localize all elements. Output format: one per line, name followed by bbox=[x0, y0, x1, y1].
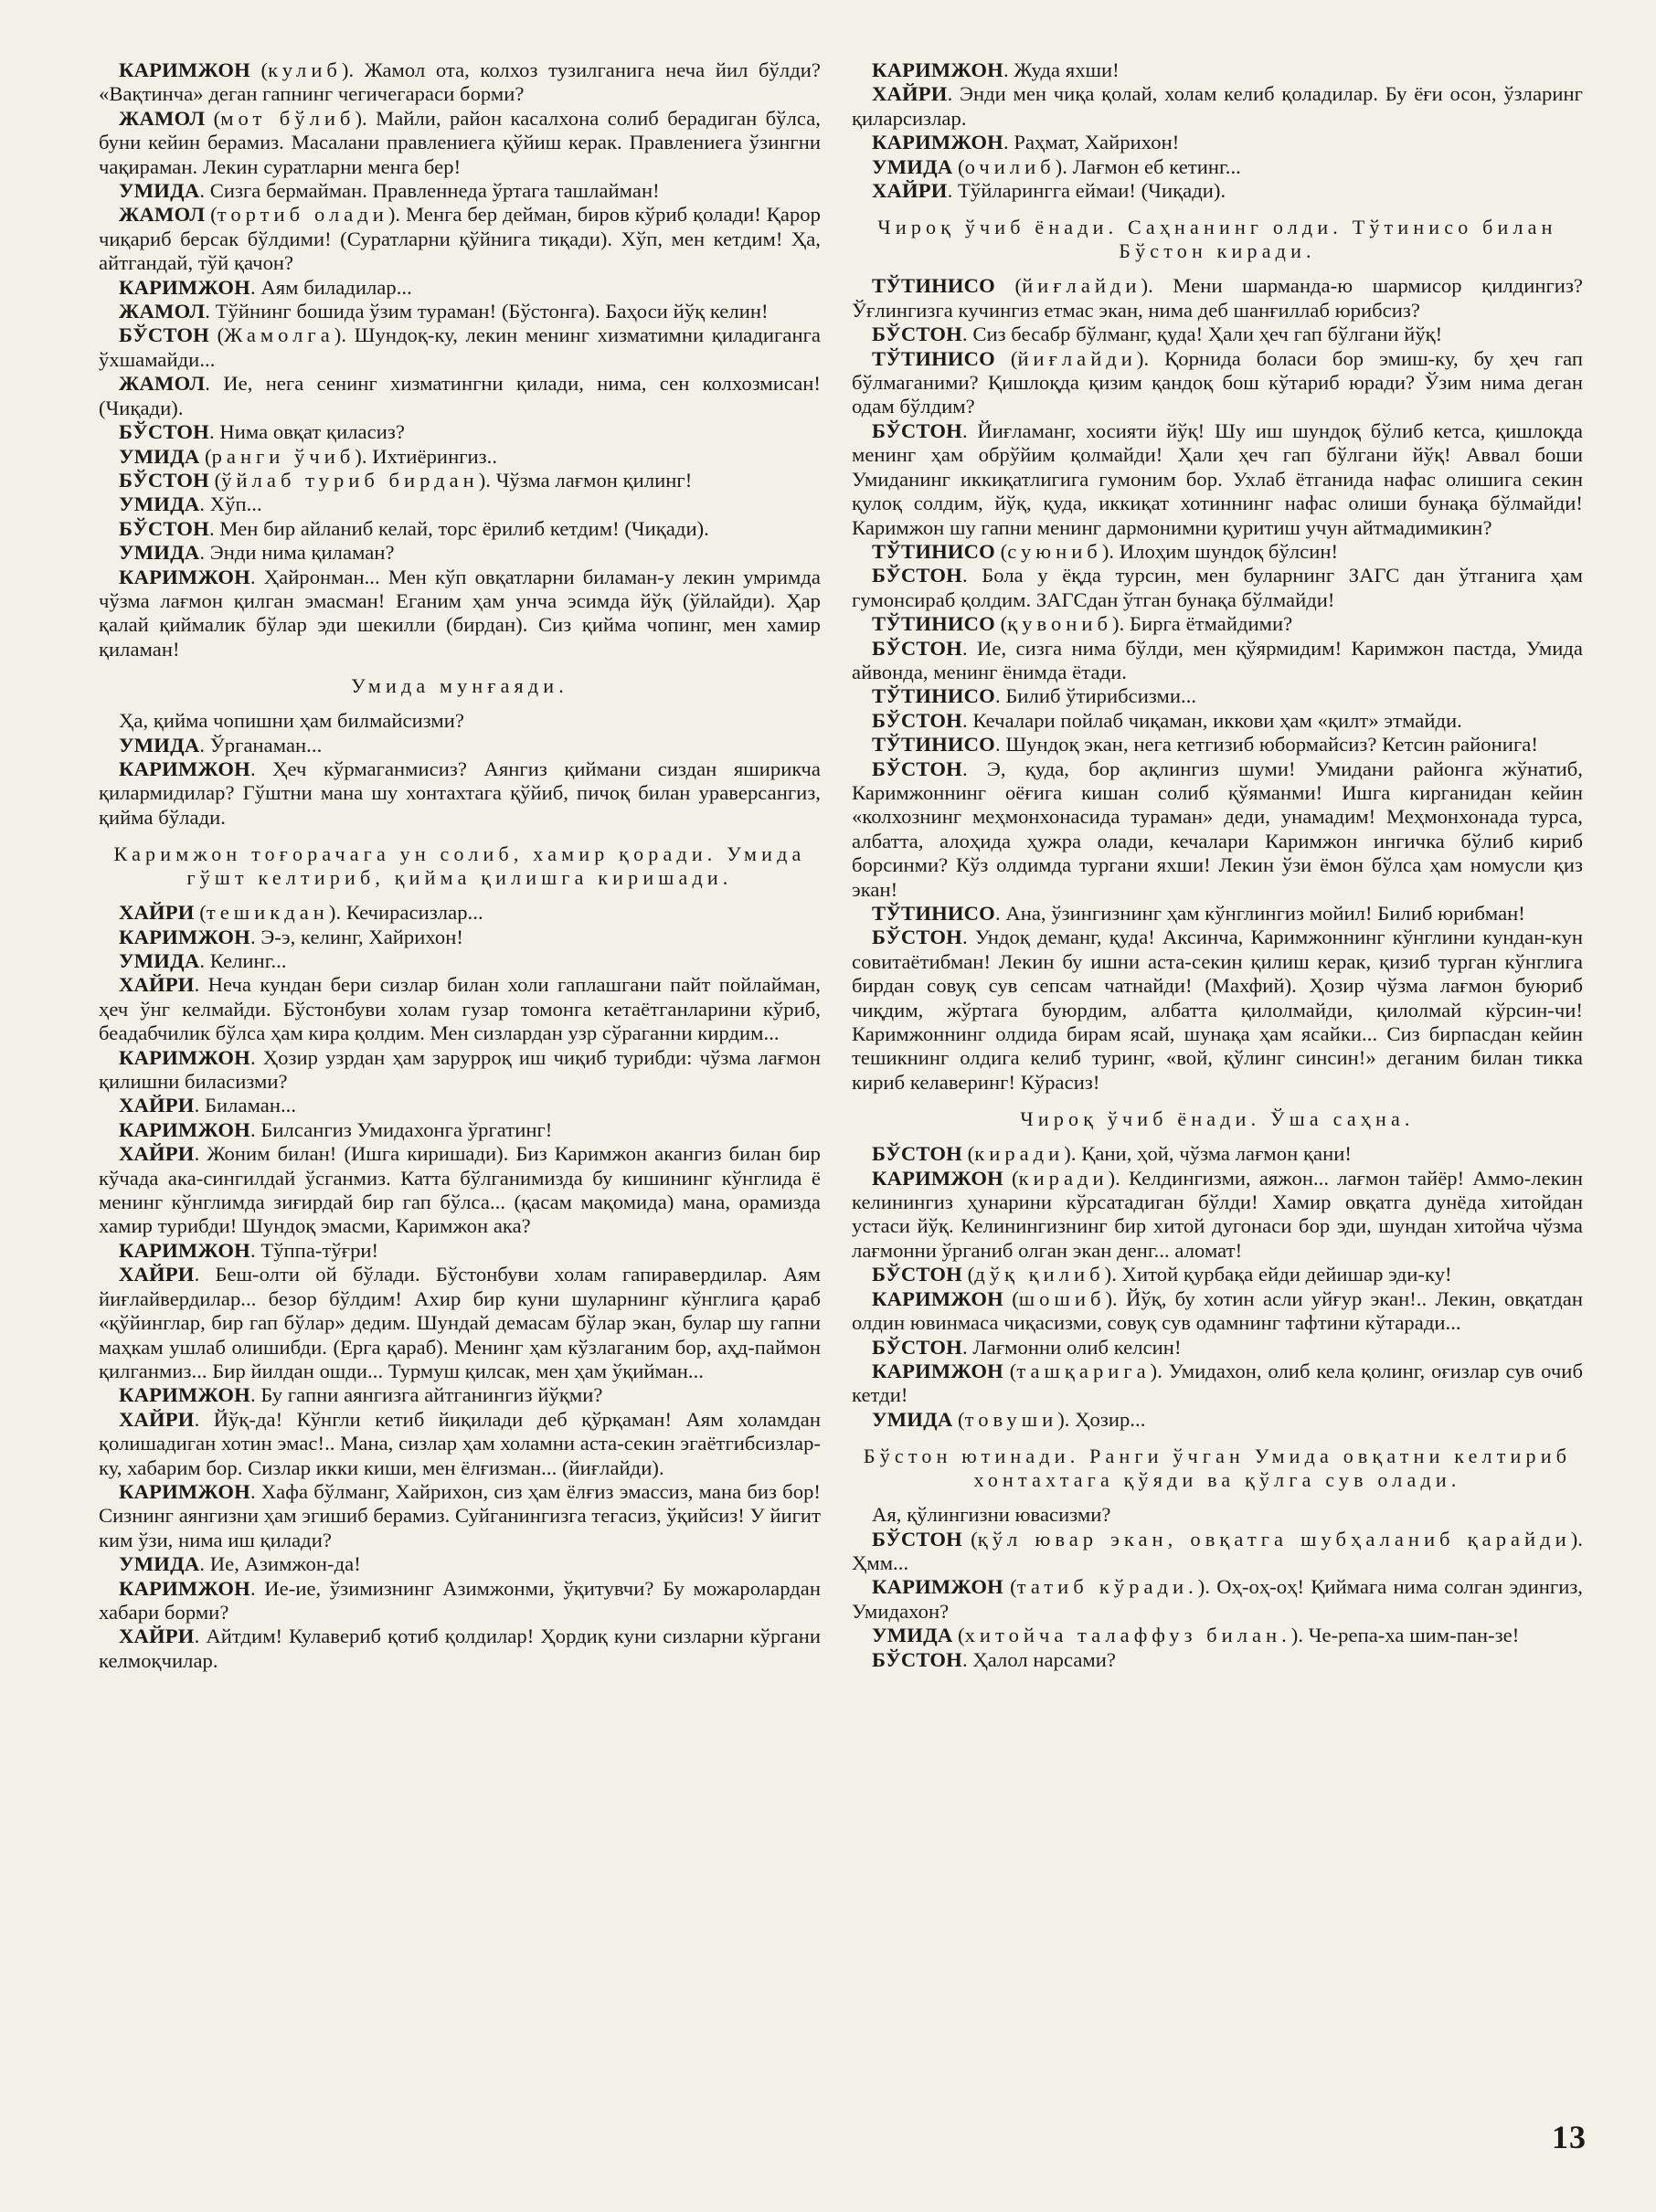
speaker-name: КАРИМЖОН bbox=[119, 1576, 250, 1600]
speaker-name: БЎСТОН bbox=[872, 926, 962, 949]
speaker-name: КАРИМЖОН bbox=[119, 925, 250, 948]
line-text: Лағмонни олиб келсин! bbox=[972, 1335, 1182, 1359]
dialogue-line: БЎСТОН (қўл ювар экан, овқатга шубҳаланиб қарайди). Ҳмм... bbox=[852, 1527, 1583, 1574]
speaker-name: ХАЙРИ bbox=[119, 1625, 195, 1648]
line-text: Энди мен чиқа қолай, холам келиб қоладилар. Бу ёғи осон, ўзларинг қиларсизлар. bbox=[852, 82, 1583, 130]
line-text: Лағмон еб кетинг... bbox=[1072, 154, 1241, 178]
line-text: Шундоқ-ку, лекин менинг хизматимни қиладиганга ўхшамайди... bbox=[99, 323, 821, 371]
speaker-name: БЎСТОН bbox=[872, 1263, 962, 1286]
line-text: Ҳалол нарсами? bbox=[972, 1647, 1116, 1671]
dialogue-line: УМИДА. Сизга бермайман. Правленнеда ўртага ташлайман! bbox=[119, 179, 660, 203]
speaker-name: БЎСТОН bbox=[872, 1142, 962, 1166]
line-text: Жамол ота, колхоз тузилганига неча йил бўлди? «Вақтинча» деган гапнинг чегичегараси борми? bbox=[99, 58, 821, 106]
line-text: Хафа бўлманг, Хайрихон, сиз ҳам ёлғиз эмассиз, мана биз бор! Сизнинг аянгизни ҳам эгишиб берамиз. Суйганингизга тегасиз, ўқийсиз! У йигит ким ўзи, нима иш қилади? bbox=[99, 1479, 821, 1551]
speaker-name: ЖАМОЛ bbox=[119, 106, 206, 130]
line-text: Умидахон, олиб кела қолинг, оғизлар сув очиб кетди! bbox=[852, 1359, 1583, 1407]
speaker-name: УМИДА bbox=[872, 1407, 953, 1431]
stage-note: Жамолга bbox=[224, 323, 334, 347]
line-text: Ие, сизга нима бўлди, мен қўярмидим! Каримжон пастда, Умида айвонда, менинг ёнимда ётади. bbox=[852, 636, 1583, 683]
line-text: Ундоқ деманг, қуда! Аксинча, Каримжоннинг кўнглини кундан-кун совитаётибман! Лекин бу ишни аста-секин қилиш керак, қизиб турган кўнглига бирдан совуқ сув сепсам чатнайди! (Махфий). Ҳозир чўзма лағмон буюриб чиқдим, жўртага буюрдим, албатта қилолмайди, қилолмай кўрсин-чи! Каримжоннинг олдида бирам ясай, шунақа ҳам ясайки... Сиз бирпасдан кейин тешикнинг олдига келиб туринг, «вой, қўлинг синсин!» деганим билан тикка кириб келаверинг! Кўрасиз! bbox=[852, 926, 1583, 1094]
line-text: Беш-олти ой бўлади. Бўстонбуви холам гапиравердилар. Аям йиғлайвердилар... безор бўлдим! Ахир бир куни шуларнинг кўнглига қараб «қўйинглар, бир гап бўлар» дедим. Шундай демасам бўлар экан, булар шу гапни маҳкам ушлаб олишибди. (Ерга қараб). Менинг ҳам кўзлаганим бор, аҳд-паймон қилганмиз... Бир йилдан ошди... Турмуш қилсак, мен ҳам ўқийман... bbox=[99, 1263, 821, 1382]
line-text: Тўйларингга еймаи! (Чиқади). bbox=[958, 179, 1226, 203]
dialogue-line: БЎСТОН. Лағмонни олиб келсин! bbox=[872, 1335, 1182, 1359]
dialogue-line: ХАЙРИ. Беш-олти ой бўлади. Бўстонбуви холам гапиравердилар. Аям йиғлайвердилар... безор бўлдим! Ахир бир куни шуларнинг кўнглига қараб «қўйинглар, бир гап бўлар» дедим. Шундай демасам бўлар экан, булар шу гапни маҳкам ушлаб олишибди. (Ерга қараб). Менинг ҳам кўзлаганим бор, аҳд-паймон қилганмиз... Бир йилдан ошди... Турмуш қилсак, мен ҳам ўқийман... bbox=[99, 1263, 821, 1382]
line-text: Илоҳим шундоқ бўлсин! bbox=[1119, 539, 1339, 563]
dialogue-line: УМИДА (товуши). Ҳозир... bbox=[872, 1407, 1146, 1431]
speaker-name: УМИДА bbox=[119, 541, 200, 565]
line-text: Билсангиз Умидахонга ўргатинг! bbox=[260, 1117, 553, 1141]
dialogue-line: ТЎТИНИСО (йиғлайди). Қорнида боласи бор эмиш-ку, бу ҳеч гап бўлмаганими? Қишлоқда қизим қандоқ бош кўтариб юради? Ўзим нима деган одам бўлдим? bbox=[852, 346, 1583, 418]
speaker-name: БЎСТОН bbox=[872, 564, 962, 587]
speaker-name: БЎСТОН bbox=[872, 636, 962, 660]
speaker-name: ТЎТИНИСО bbox=[872, 733, 995, 757]
dialogue-line: БЎСТОН (ўйлаб туриб бирдан). Чўзма лағмон қилинг! bbox=[119, 468, 693, 492]
dialogue-line: КАРИМЖОН. Билсангиз Умидахонга ўргатинг! bbox=[119, 1117, 553, 1141]
dialogue-line: УМИДА (хитойча талаффуз билан.). Че-репа-ха шим-пан-зе! bbox=[872, 1624, 1520, 1647]
speaker-name: ХАЙРИ bbox=[872, 179, 948, 203]
line-text: Кечалари пойлаб чиқаман, иккови ҳам «қилт» этмайди. bbox=[972, 708, 1462, 732]
speaker-name: БЎСТОН bbox=[872, 1527, 962, 1551]
speaker-name: ТЎТИНИСО bbox=[872, 902, 995, 925]
dialogue-line bbox=[99, 709, 821, 733]
stage-direction: Умида мунғаяди. bbox=[351, 674, 568, 698]
dialogue-line: КАРИМЖОН. Ие-ие, ўзимизнинг Азимжонми, ўқитувчи? Бу можаролардан хабари борми? bbox=[99, 1576, 821, 1624]
line-text: Ҳайронман... Мен кўп овқатларни биламан-у лекин умримда чўзма лағмон қилган эмасман! Еганим ҳам унча эсимда йўқ (ўйлайди). Ҳар қалай қиймалик бўлар эди шекилли (бирдан). Сиз қийма чопинг, мен хамир қиламан! bbox=[99, 565, 821, 661]
speaker-name: КАРИМЖОН bbox=[872, 1359, 1003, 1382]
line-text: Э, қуда, бор ақлингиз шуми! Умидани районга жўнатиб, Каримжоннинг оёғига кишан солиб қўяманми! Ишга кирганидан кейин «колхознинг меҳмонхонасида тураман» деди, унамадим! Меҳмонхонада турса, албатта, алоҳида ҳужра олади, кечалари Каримжон ингичка бўлиб кириб борсинми? Кўз олдимда тургани яхши! Лекин ўзи ёмон бўлса ҳам номусли қиз экан! bbox=[852, 757, 1583, 901]
line-text: Йиғламанг, хосияти йўқ! Шу иш шундоқ бўлиб кетса, қишлоқда менинг ҳам обрўйим қолмайди! Ҳали ҳеч гап бўлгани йўқ! Аввал боши Умиданинг иккиқатлигига гумоним бор. Ухлаб ётганида нафас олишига секин қулоқ солдим, йўқ, қуда, иккиқат хотиннинг нафас олиши бунақа бўлмайди! Каримжон шу гапни менинг дармонимни қуритиш учун айтмадимикин? bbox=[852, 418, 1583, 539]
line-text: Ҳозир узрдан ҳам зарурроқ иш чиқиб турибди: чўзма лағмон қилишни биласизми? bbox=[99, 1045, 821, 1094]
dialogue-line: КАРИМЖОН. Бу гапни аянгизга айтганингиз йўқми? bbox=[119, 1383, 603, 1407]
dialogue-line bbox=[852, 1503, 1583, 1527]
stage-note: мот бўлиб bbox=[220, 106, 356, 130]
dialogue-line: УМИДА. Хўп... bbox=[119, 492, 262, 516]
dialogue-line: ХАЙРИ. Тўйларингга еймаи! (Чиқади). bbox=[872, 179, 1226, 203]
dialogue-line: ХАЙРИ. Неча кундан бери сизлар билан холи гаплашгани пайт пойлайман, ҳеч ўнг келмайди. Бўстонбуви холам гузар томонга кетаётганларини кўриб, беадабчилик бўлса ҳам кира қолдим. Мен сизлардан узр сўраганни кирдим... bbox=[99, 973, 821, 1045]
dialogue-line: ХАЙРИ. Айтдим! Кулавериб қотиб қолдилар! Ҳордиқ куни сизларни кўргани келмоқчилар. bbox=[99, 1625, 821, 1672]
line-text: Хитой қурбақа ейди дейишар эди-ку! bbox=[1121, 1263, 1452, 1286]
line-text: Ҳа, қийма чопишни ҳам билмайсизми? bbox=[119, 709, 464, 733]
line-text: Ая, қўлингизни ювасизми? bbox=[872, 1503, 1111, 1527]
line-text: Йўқ, бу хотин асли уйғур экан!.. Лекин, овқатдан олдин ювинмаса чиқасизми, совуқ сув одамнинг тафтини кўтаради... bbox=[852, 1286, 1583, 1335]
stage-note: суюниб bbox=[1007, 539, 1102, 563]
speaker-name: ТЎТИНИСО bbox=[872, 684, 995, 708]
dialogue-line: КАРИМЖОН (киради). Келдингизми, аяжон... лағмон тайёр! Аммо-лекин келинингиз ҳунарини кўрсатадиган бўлди! Хамир овқатга дунёда хитойдан устаси йўқ. Келинингизнинг бир хитой дугонаси бор эди, шундан хитойча чўзма лағмонни ўрганиб олган экан денг... аломат! bbox=[852, 1166, 1583, 1262]
line-text: Ана, ўзингизнинг ҳам кўнглингиз мойил! Билиб юрибман! bbox=[1005, 902, 1525, 925]
speaker-name: УМИДА bbox=[119, 179, 200, 203]
speaker-name: БЎСТОН bbox=[119, 516, 209, 540]
dialogue-line: ЖАМОЛ. Ие, нега сенинг хизматингни қилади, нима, сен колхозмисан! (Чиқади). bbox=[99, 372, 821, 419]
stage-note: қувониб bbox=[1007, 612, 1112, 636]
stage-note: татиб кўради. bbox=[1016, 1575, 1198, 1599]
stage-note: ташқарига bbox=[1016, 1359, 1151, 1382]
dialogue-line: ХАЙРИ. Энди мен чиқа қолай, холам келиб қоладилар. Бу ёғи осон, ўзларинг қиларсизлар. bbox=[852, 82, 1583, 130]
speaker-name: ХАЙРИ bbox=[119, 1094, 195, 1117]
speaker-name: БЎСТОН bbox=[872, 1647, 962, 1671]
dialogue-line: БЎСТОН (Жамолга). Шундоқ-ку, лекин менинг хизматимни қиладиганга ўхшамайди... bbox=[99, 323, 821, 371]
dialogue-line: БЎСТОН. Ие, сизга нима бўлди, мен қўярмидим! Каримжон пастда, Умида айвонда, менинг ёнимда ётади. bbox=[852, 636, 1583, 683]
line-text: Неча кундан бери сизлар билан холи гаплашгани пайт пойлайман, ҳеч ўнг келмайди. Бўстонбуви холам гузар томонга кетаётганларини кўриб, беадабчилик бўлса ҳам кира қолдим. Мен сизлардан узр сўраганни кирдим... bbox=[99, 973, 821, 1045]
speaker-name: БЎСТОН bbox=[872, 757, 962, 780]
dialogue-line: БЎСТОН. Бола у ёқда турсин, мен буларнинг ЗАГС дан ўтганига ҳам гумонсираб қолдим. ЗАГСдан ўтган бунақа бўлмайди! bbox=[852, 564, 1583, 611]
speaker-name: БЎСТОН bbox=[872, 1335, 962, 1359]
speaker-name: ТЎТИНИСО bbox=[872, 539, 995, 563]
speaker-name: БЎСТОН bbox=[872, 323, 962, 346]
speaker-name: КАРИМЖОН bbox=[872, 58, 1003, 81]
dialogue-line: БЎСТОН (дўқ қилиб). Хитой қурбақа ейди дейишар эди-ку! bbox=[872, 1263, 1452, 1286]
line-text: Хўп... bbox=[209, 492, 262, 516]
dialogue-line: КАРИМЖОН. Хафа бўлманг, Хайрихон, сиз ҳам ёлғиз эмассиз, мана биз бор! Сизнинг аянгизни ҳам эгишиб берамиз. Суйганингизга тегасиз, ўқийсиз! У йигит ким ўзи, нима иш қилади? bbox=[99, 1479, 821, 1551]
dialogue-line: УМИДА. Келинг... bbox=[119, 949, 287, 972]
line-text: Э-э, келинг, Хайрихон! bbox=[260, 925, 463, 948]
dialogue-line: КАРИМЖОН (шошиб). Йўқ, бу хотин асли уйғур экан!.. Лекин, овқатдан олдин ювинмаса чиқасизми, совуқ сув одамнинг тафтини кўтаради... bbox=[852, 1286, 1583, 1335]
speaker-name: ХАЙРИ bbox=[119, 973, 195, 997]
stage-note: ўйлаб туриб бирдан bbox=[221, 468, 479, 492]
line-text: Тўппа-тўғри! bbox=[260, 1238, 379, 1262]
speaker-name: БЎСТОН bbox=[119, 420, 209, 444]
dialogue-line: КАРИМЖОН. Ҳеч кўрмаганмисиз? Аянгиз қиймани сиздан яширикча қилармидилар? Гўштни мана шу хонтахтага қўйиб, пичоқ билан ураверсангиз, қийма бўлади. bbox=[99, 757, 821, 829]
speaker-name: УМИДА bbox=[872, 1624, 953, 1647]
line-text: Чўзма лағмон қилинг! bbox=[495, 468, 693, 492]
line-text: Билиб ўтирибсизми... bbox=[1005, 684, 1197, 708]
line-text: Жоним билан! (Ишга киришади). Биз Каримжон акангиз билан бир кўчада ака-сингилдай ўсганмиз. Катта бўлганимизда бу кишининг кўнглида ё менинг кўнглимда зиғирдай бир гап бўлса... (қасам мақомида) мана, орамизда хамир турибди! Шундоқ эмасми, Каримжон ака? bbox=[99, 1142, 821, 1238]
speaker-name: КАРИМЖОН bbox=[119, 275, 250, 299]
dialogue-line: УМИДА. Ие, Азимжон-да! bbox=[119, 1552, 361, 1576]
dialogue-line: ТЎТИНИСО. Шундоқ экан, нега кетгизиб юбормайсиз? Кетсин районига! bbox=[872, 733, 1538, 757]
speaker-name: ТЎТИНИСО bbox=[872, 612, 995, 636]
line-text: Мени шарманда-ю шармисор қилдингиз? Ўғлингизга кучингиз етмас экан, нима деб шанғиллаб юрибсиз? bbox=[852, 274, 1583, 322]
stage-note: киради bbox=[1018, 1166, 1109, 1190]
dialogue-line: УМИДА (очилиб). Лағмон еб кетинг... bbox=[872, 154, 1241, 178]
speaker-name: КАРИМЖОН bbox=[872, 1166, 1003, 1190]
dialogue-line: ХАЙРИ. Йўқ-да! Кўнгли кетиб йиқилади деб қўрқаман! Аям холамдан қолишадиган хотин эмас!.. Мана, сизлар ҳам холамни аста-секин эгаётгибсизлар-ку, хабарим бор. Сизлар икки киши, мен ёлғизман... (йиғлайди). bbox=[99, 1407, 821, 1479]
dialogue-line: КАРИМЖОН. Э-э, келинг, Хайрихон! bbox=[119, 925, 463, 948]
dialogue-line: КАРИМЖОН (кулиб). Жамол ота, колхоз тузилганига неча йил бўлди? «Вақтинча» деган гапнинг чегичегараси борми? bbox=[99, 58, 821, 106]
dialogue-line: ХАЙРИ. Биламан... bbox=[119, 1094, 297, 1117]
speaker-name: УМИДА bbox=[872, 154, 953, 178]
stage-note: хитойча талаффуз билан. bbox=[964, 1624, 1291, 1647]
page-number: 13 bbox=[1552, 2119, 1587, 2155]
line-text: Бирга ётмайдими? bbox=[1129, 612, 1293, 636]
speaker-name: БЎСТОН bbox=[872, 708, 962, 732]
stage-note: йиғлайди bbox=[1022, 274, 1141, 298]
line-text: Ихтиёрингиз.. bbox=[372, 444, 498, 468]
speaker-name: УМИДА bbox=[119, 733, 200, 757]
left-column bbox=[99, 58, 821, 2142]
line-text: Менга бер дейман, биров кўриб қолади! Қарор чиқариб берсак бўлдими! (Суратларни қўйнига тиқади). Хўп, мен кетдим! Ҳа, айтгандай, тўй қачон? bbox=[99, 203, 821, 275]
dialogue-line: БЎСТОН. Мен бир айланиб келай, торс ёрилиб кетдим! (Чиқади). bbox=[119, 516, 709, 540]
dialogue-line: КАРИМЖОН. Жуда яхши! bbox=[872, 58, 1120, 81]
speaker-name: КАРИМЖОН bbox=[872, 1575, 1003, 1599]
line-text: Аям биладилар... bbox=[260, 275, 412, 299]
speaker-name: ХАЙРИ bbox=[119, 1263, 195, 1286]
dialogue-line: ТЎТИНИСО. Ана, ўзингизнинг ҳам кўнглингиз мойил! Билиб юрибман! bbox=[872, 902, 1525, 925]
dialogue-line: КАРИМЖОН (ташқарига). Умидахон, олиб кела қолинг, оғизлар сув очиб кетди! bbox=[852, 1359, 1583, 1407]
line-text: Ҳеч кўрмаганмисиз? Аянгиз қиймани сиздан яширикча қилармидилар? Гўштни мана шу хонтахтага қўйиб, пичоқ билан ураверсангиз, қийма бўлади. bbox=[99, 757, 821, 829]
stage-note: қўл ювар экан, овқатга шубҳаланиб қарайди bbox=[977, 1527, 1571, 1551]
dialogue-line: БЎСТОН. Сиз бесабр бўлманг, қуда! Ҳали ҳеч гап бўлгани йўқ! bbox=[872, 323, 1443, 346]
speaker-name: КАРИМЖОН bbox=[119, 1238, 250, 1262]
speaker-name: КАРИМЖОН bbox=[119, 565, 250, 588]
line-text: Раҳмат, Хайрихон! bbox=[1014, 131, 1180, 154]
speaker-name: ХАЙРИ bbox=[119, 1142, 195, 1166]
speaker-name: УМИДА bbox=[119, 1552, 200, 1576]
right-column bbox=[852, 58, 1583, 2142]
line-text: Ўрганаман... bbox=[209, 733, 323, 757]
dialogue-line: ТЎТИНИСО. Билиб ўтирибсизми... bbox=[872, 684, 1197, 708]
stage-note: тешикдан bbox=[206, 901, 329, 925]
speaker-name: БЎСТОН bbox=[119, 468, 209, 492]
dialogue-line: КАРИМЖОН (татиб кўради.). Оҳ-оҳ-оҳ! Қиймага нима солган эдингиз, Умидахон? bbox=[852, 1575, 1583, 1623]
dialogue-line: ТЎТИНИСО (йиғлайди). Мени шарманда-ю шармисор қилдингиз? Ўғлингизга кучингиз етмас экан, нима деб шанғиллаб юрибсиз? bbox=[852, 274, 1583, 322]
stage-note: кулиб bbox=[268, 58, 342, 81]
line-text: Ҳозир... bbox=[1075, 1407, 1146, 1431]
speaker-name: БЎСТОН bbox=[119, 323, 209, 347]
dialogue-line: КАРИМЖОН. Раҳмат, Хайрихон! bbox=[872, 131, 1180, 154]
speaker-name: КАРИМЖОН bbox=[872, 131, 1003, 154]
line-text: Кечирасизлар... bbox=[345, 901, 483, 925]
line-text: Жуда яхши! bbox=[1014, 58, 1120, 81]
line-text: Ие, Азимжон-да! bbox=[209, 1552, 361, 1576]
line-text: Келинг... bbox=[209, 949, 287, 972]
speaker-name: КАРИМЖОН bbox=[119, 1045, 250, 1069]
line-text: Энди нима қиламан? bbox=[209, 541, 395, 565]
stage-direction: Чироқ ўчиб ёнади. Ўша саҳна. bbox=[1020, 1107, 1415, 1131]
speaker-name: ХАЙРИ bbox=[119, 901, 195, 925]
speaker-name: КАРИМЖОН bbox=[119, 58, 250, 81]
dialogue-line: БЎСТОН (киради). Қани, ҳой, чўзма лағмон қани! bbox=[872, 1142, 1352, 1166]
speaker-name: КАРИМЖОН bbox=[119, 1117, 250, 1141]
dialogue-line: КАРИМЖОН. Тўппа-тўғри! bbox=[119, 1238, 379, 1262]
dialogue-line: БЎСТОН. Кечалари пойлаб чиқаман, иккови ҳам «қилт» этмайди. bbox=[872, 708, 1462, 732]
line-text: Қорнида боласи бор эмиш-ку, бу ҳеч гап бўлмаганими? Қишлоқда қизим қандоқ бош кўтариб юради? Ўзим нима деган одам бўлдим? bbox=[852, 346, 1583, 418]
dialogue-line: БЎСТОН. Э, қуда, бор ақлингиз шуми! Умидани районга жўнатиб, Каримжоннинг оёғига кишан солиб қўяманми! Ишга кирганидан кейин «колхознинг меҳмонхонасида тураман» деди, унамадим! Меҳмонхонада турса, албатта, алоҳида ҳужра олади, кечалари Каримжон ингичка бўлиб кириб борсинми? Кўз олдимда тургани яхши! Лекин ўзи ёмон бўлса ҳам номусли қиз экан! bbox=[852, 757, 1583, 901]
speaker-name: ЖАМОЛ bbox=[119, 372, 206, 396]
dialogue-line: КАРИМЖОН. Ҳозир узрдан ҳам зарурроқ иш чиқиб турибди: чўзма лағмон қилишни биласизми? bbox=[99, 1045, 821, 1094]
dialogue-line: УМИДА. Ўрганаман... bbox=[119, 733, 323, 757]
dialogue-line: ЖАМОЛ (мот бўлиб). Майли, район касалхона солиб берадиган бўлса, буни кейин берамиз. Масалани правлениега қўйиш керак. Правлениега ўзингни чақираман. Лекин суратларни менга бер! bbox=[99, 106, 821, 178]
line-text: Сизга бермайман. Правленнеда ўртага ташлайман! bbox=[209, 179, 660, 203]
speaker-name: ЖАМОЛ bbox=[119, 300, 206, 323]
line-text: Оҳ-оҳ-оҳ! Қиймага нима солган эдингиз, Умидахон? bbox=[852, 1575, 1583, 1623]
stage-note: шошиб bbox=[1018, 1286, 1106, 1310]
speaker-name: ТЎТИНИСО bbox=[872, 346, 995, 370]
speaker-name: ХАЙРИ bbox=[872, 82, 948, 106]
dialogue-line: БЎСТОН. Йиғламанг, хосияти йўқ! Шу иш шундоқ бўлиб кетса, қишлоқда менинг ҳам обрўйим қолмайди! Ҳали ҳеч гап бўлгани йўқ! Аввал боши Умиданинг иккиқатлигига гумоним бор. Ухлаб ётганида нафас олишига секин қулоқ солдим, йўқ, қуда, иккиқат хотиннинг нафас олиши бунақа бўлмайди! Каримжон шу гапни менинг дармонимни қуритиш учун айтмадимикин? bbox=[852, 418, 1583, 539]
speaker-name: ЖАМОЛ bbox=[119, 203, 206, 227]
dialogue-line: ТЎТИНИСО (қувониб). Бирга ётмайдими? bbox=[872, 612, 1293, 636]
dialogue-line: УМИДА (ранги ўчиб). Ихтиёрингиз.. bbox=[119, 444, 498, 468]
stage-note: товуши bbox=[964, 1407, 1058, 1431]
dialogue-line: КАРИМЖОН. Ҳайронман... Мен кўп овқатларни биламан-у лекин умримда чўзма лағмон қилган эмасман! Еганим ҳам унча эсимда йўқ (ўйлайди). Ҳар қалай қиймалик бўлар эди шекилли (бирдан). Сиз қийма чопинг, мен хамир қиламан! bbox=[99, 565, 821, 661]
line-text: Ҳмм... bbox=[852, 1551, 909, 1574]
speaker-name: УМИДА bbox=[119, 492, 200, 516]
stage-note: ранги ўчиб bbox=[211, 444, 356, 468]
speaker-name: ХАЙРИ bbox=[119, 1407, 195, 1431]
line-text: Шундоқ экан, нега кетгизиб юбормайсиз? Кетсин районига! bbox=[1005, 733, 1538, 757]
line-text: Айтдим! Кулавериб қотиб қолдилар! Ҳордиқ куни сизларни кўргани келмоқчилар. bbox=[99, 1625, 821, 1672]
dialogue-line: КАРИМЖОН. Аям биладилар... bbox=[119, 275, 412, 299]
stage-direction: Бўстон ютинади. Ранги ўчган Умида овқатни келтириб хонтахтага қўяди ва қўлга сув олади. bbox=[863, 1445, 1572, 1492]
dialogue-line: ХАЙРИ. Жоним билан! (Ишга киришади). Биз Каримжон акангиз билан бир кўчада ака-сингилдай ўсганмиз. Катта бўлганимизда бу кишининг кўнглида ё менинг кўнглимда зиғирдай бир гап бўлса... (қасам мақомида) мана, орамизда хамир турибди! Шундоқ эмасми, Каримжон ака? bbox=[99, 1142, 821, 1238]
speaker-name: БЎСТОН bbox=[872, 418, 962, 442]
line-text: Че-репа-ха шим-пан-зе! bbox=[1308, 1624, 1520, 1647]
speaker-name: УМИДА bbox=[119, 949, 200, 972]
stage-note: киради bbox=[974, 1142, 1065, 1166]
dialogue-line: БЎСТОН. Ҳалол нарсами? bbox=[872, 1647, 1116, 1671]
stage-direction: Чироқ ўчиб ёнади. Саҳнанинг олди. Тўтинисо билан Бўстон киради. bbox=[877, 216, 1557, 263]
line-text: Қани, ҳой, чўзма лағмон қани! bbox=[1081, 1142, 1352, 1166]
stage-note: дўқ қилиб bbox=[974, 1263, 1105, 1286]
speaker-name: КАРИМЖОН bbox=[872, 1286, 1003, 1310]
stage-note: йиғлайди bbox=[1017, 346, 1137, 370]
line-text: Бола у ёқда турсин, мен буларнинг ЗАГС дан ўтганига ҳам гумонсираб қолдим. ЗАГСдан ўтган бунақа бўлмайди! bbox=[852, 564, 1583, 611]
speaker-name: КАРИМЖОН bbox=[119, 1383, 250, 1407]
line-text: Биламан... bbox=[205, 1094, 297, 1117]
stage-note: очилиб bbox=[964, 154, 1056, 178]
dialogue-line: ЖАМОЛ. Тўйнинг бошида ўзим тураман! (Бўстонга). Баҳоси йўқ келин! bbox=[119, 300, 769, 323]
line-text: Йўқ-да! Кўнгли кетиб йиқилади деб қўрқаман! Аям холамдан қолишадиган хотин эмас!.. Мана, сизлар ҳам холамни аста-секин эгаётгибсизлар-ку, хабарим бор. Сизлар икки киши, мен ёлғизман... (йиғлайди). bbox=[99, 1407, 821, 1479]
speaker-name: УМИДА bbox=[119, 444, 200, 468]
line-text: Сиз бесабр бўлманг, қуда! Ҳали ҳеч гап бўлгани йўқ! bbox=[972, 323, 1443, 346]
line-text: Нима овқат қиласиз? bbox=[219, 420, 405, 444]
line-text: Келдингизми, аяжон... лағмон тайёр! Аммо-лекин келинингиз ҳунарини кўрсатадиган бўлди! Хамир овқатга дунёда хитойдан устаси йўқ. Келинингизнинг бир хитой дугонаси бор эди, шундан хитойча чўзма лағмонни ўрганиб олган экан денг... аломат! bbox=[852, 1166, 1583, 1262]
line-text: Тўйнинг бошида ўзим тураман! (Бўстонга). Баҳоси йўқ келин! bbox=[215, 300, 769, 323]
dialogue-line: ТЎТИНИСО (суюниб). Илоҳим шундоқ бўлсин! bbox=[872, 539, 1339, 563]
dialogue-line: БЎСТОН. Ундоқ деманг, қуда! Аксинча, Каримжоннинг кўнглини кундан-кун совитаётибман! Лекин бу ишни аста-секин қилиш керак, қизиб турган кўнглига бирдан совуқ сув сепсам чатнайди! (Махфий). Ҳозир чўзма лағмон буюриб чиқдим, жўртага буюрдим, албатта қилолмайди, қилолмай кўрсин-чи! Каримжоннинг олдида бирам ясай, шунақа ҳам ясайки... Сиз бирпасдан кейин тешикнинг олдига келиб туринг, «вой, қўлинг синсин!» деганим билан тикка кириб келаверинг! Кўрасиз! bbox=[852, 926, 1583, 1094]
dialogue-line: БЎСТОН. Нима овқат қиласиз? bbox=[119, 420, 405, 444]
line-text: Бу гапни аянгизга айтганингиз йўқми? bbox=[260, 1383, 603, 1407]
speaker-name: ТЎТИНИСО bbox=[872, 274, 995, 298]
dialogue-line: ХАЙРИ (тешикдан). Кечирасизлар... bbox=[119, 901, 483, 925]
stage-note: тортиб олади bbox=[217, 203, 388, 227]
line-text: Ие, нега сенинг хизматингни қилади, нима, сен колхозмисан! (Чиқади). bbox=[99, 372, 821, 419]
line-text: Майли, район касалхона солиб берадиган бўлса, буни кейин берамиз. Масалани правлениега қўйиш керак. Правлениега ўзингни чақираман. Лекин суратларни менга бер! bbox=[99, 106, 821, 178]
line-text: Ие-ие, ўзимизнинг Азимжонми, ўқитувчи? Бу можаролардан хабари борми? bbox=[99, 1576, 821, 1624]
speaker-name: КАРИМЖОН bbox=[119, 757, 250, 780]
dialogue-line: УМИДА. Энди нима қиламан? bbox=[119, 541, 395, 565]
speaker-name: КАРИМЖОН bbox=[119, 1479, 250, 1503]
dialogue-line: ЖАМОЛ (тортиб олади). Менга бер дейман, биров кўриб қолади! Қарор чиқариб берсак бўлдими! (Суратларни қўйнига тиқади). Хўп, мен кетдим! Ҳа, айтгандай, тўй қачон? bbox=[99, 203, 821, 275]
line-text: Мен бир айланиб келай, торс ёрилиб кетдим! (Чиқади). bbox=[219, 516, 709, 540]
stage-direction: Каримжон тоғорачага ун солиб, хамир қоради. Умида гўшт келтириб, қийма қилишга киришади. bbox=[113, 842, 806, 890]
